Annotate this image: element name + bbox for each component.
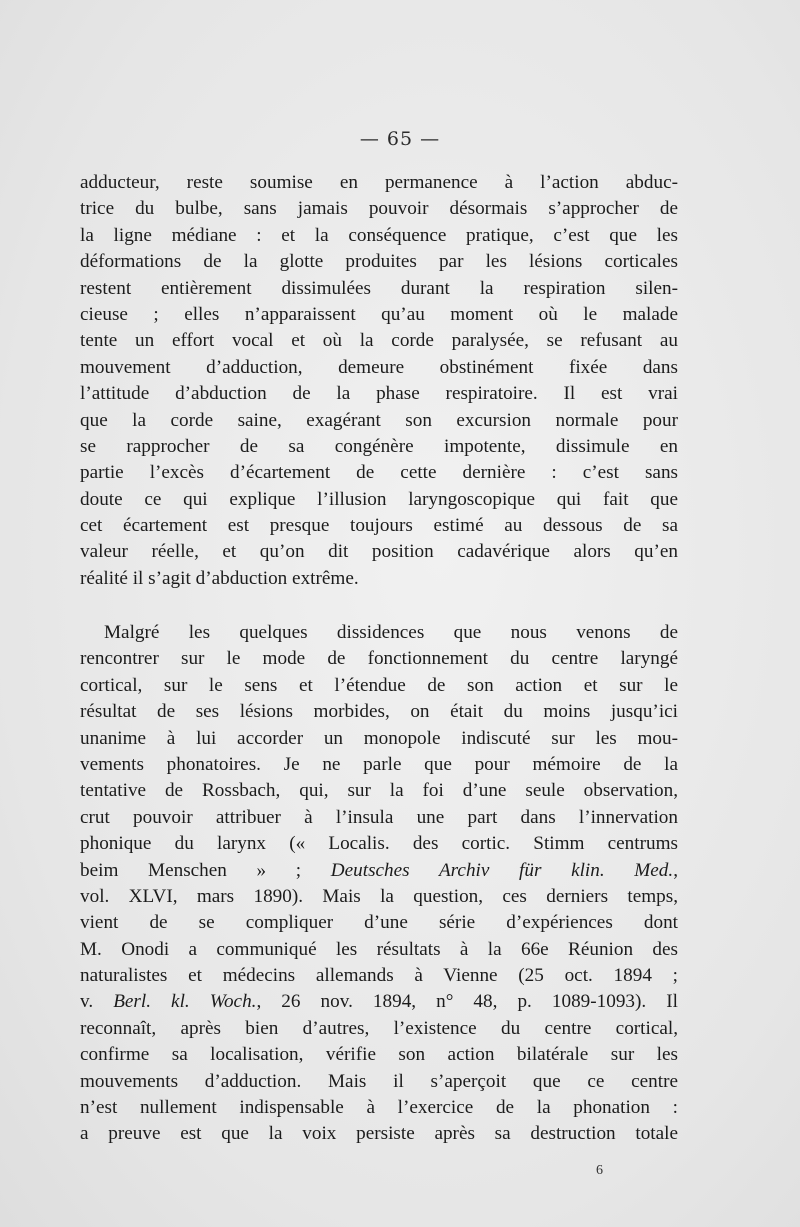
text-segment: beim Menschen » ;	[80, 859, 331, 881]
text-line: mouvement d’adduction, demeure obstinément fixée dans	[80, 356, 678, 378]
text-segment: v.	[80, 991, 114, 1013]
text-line: mouvements d’adduction. Mais il s’aperçoit que ce centre	[80, 1070, 678, 1092]
text-segment: , 26 nov. 1894, n° 48, p. 1089-1093). Il	[256, 991, 678, 1013]
journal-title-italic: Berl. kl. Woch.	[113, 991, 257, 1013]
text-line-mixed	[80, 858, 678, 884]
text-line: la ligne médiane : et la conséquence pratique, c’est que les	[80, 224, 678, 246]
text-line: adducteur, reste soumise en permanence à l’action abduc-	[80, 172, 678, 193]
text-line-mixed	[80, 989, 678, 1015]
text-line: trice du bulbe, sans jamais pouvoir désormais s’approcher de	[80, 198, 678, 220]
text-line: M. Onodi a communiqué les résultats à la 66e Réunion des	[80, 938, 678, 960]
text-line: résultat de ses lésions morbides, on était du moins jusqu’ici	[80, 701, 678, 723]
text-line: rencontrer sur le mode de fonctionnement du centre laryngé	[80, 648, 678, 670]
text-line: tentative de Rossbach, qui, sur la foi d’une seule observation,	[80, 780, 678, 802]
journal-title-italic: Deutsches Archiv für klin. Med.	[330, 859, 674, 881]
text-segment: ,	[673, 859, 678, 881]
text-line: unanime à lui accorder un monopole indiscuté sur les mou-	[80, 727, 678, 749]
text-line: crut pouvoir attribuer à l’insula une part dans l’innervation	[80, 806, 678, 828]
text-line: déformations de la glotte produites par les lésions corticales	[80, 251, 678, 273]
text-line: reconnaît, après bien d’autres, l’existence du centre cortical,	[80, 1017, 678, 1039]
page-number: — 65 —	[359, 128, 441, 150]
paragraph-2	[80, 620, 678, 1148]
text-line: a preuve est que la voix persiste après sa destruction totale	[80, 1123, 678, 1145]
text-line: phonique du larynx (« Localis. des cortic. Stimm centrums	[80, 833, 678, 855]
text-line: tente un effort vocal et où la corde paralysée, se refusant au	[80, 330, 678, 352]
text-line: restent entièrement dissimulées durant la respiration silen-	[80, 277, 678, 299]
text-line: l’attitude d’abduction de la phase respiratoire. Il est vrai	[80, 383, 678, 405]
text-line: se rapprocher de sa congénère impotente, dissimule en	[80, 435, 678, 457]
text-line: cet écartement est presque toujours estimé au dessous de sa	[80, 515, 678, 537]
text-line: que la corde saine, exagérant son excursion normale pour	[80, 409, 678, 431]
text-line: valeur réelle, et qu’on dit position cadavérique alors qu’en	[80, 541, 678, 563]
text-line: Malgré les quelques dissidences que nous venons de	[104, 622, 678, 643]
text-line: doute ce qui explique l’illusion laryngoscopique qui fait que	[80, 488, 678, 510]
text-line: vol. XLVI, mars 1890). Mais la question, ces derniers temps,	[80, 885, 678, 907]
text-line: confirme sa localisation, vérifie son action bilatérale sur les	[80, 1044, 678, 1066]
text-line: cortical, sur le sens et l’étendue de son action et sur le	[80, 674, 678, 696]
text-line: vient de se compliquer d’une série d’expériences dont	[80, 912, 678, 934]
text-line: vements phonatoires. Je ne parle que pour mémoire de la	[80, 753, 678, 775]
paragraph-1	[80, 170, 678, 592]
text-line: naturalistes et médecins allemands à Vienne (25 oct. 1894 ;	[80, 965, 678, 987]
text-line: cieuse ; elles n’apparaissent qu’au moment où le malade	[80, 303, 678, 325]
text-line: n’est nullement indispensable à l’exercice de la phonation :	[80, 1097, 678, 1119]
text-line: réalité il s’agit d’abduction extrême.	[80, 567, 359, 589]
text-line: partie l’excès d’écartement de cette dernière : c’est sans	[80, 462, 678, 484]
signature-mark: 6	[596, 1163, 603, 1178]
